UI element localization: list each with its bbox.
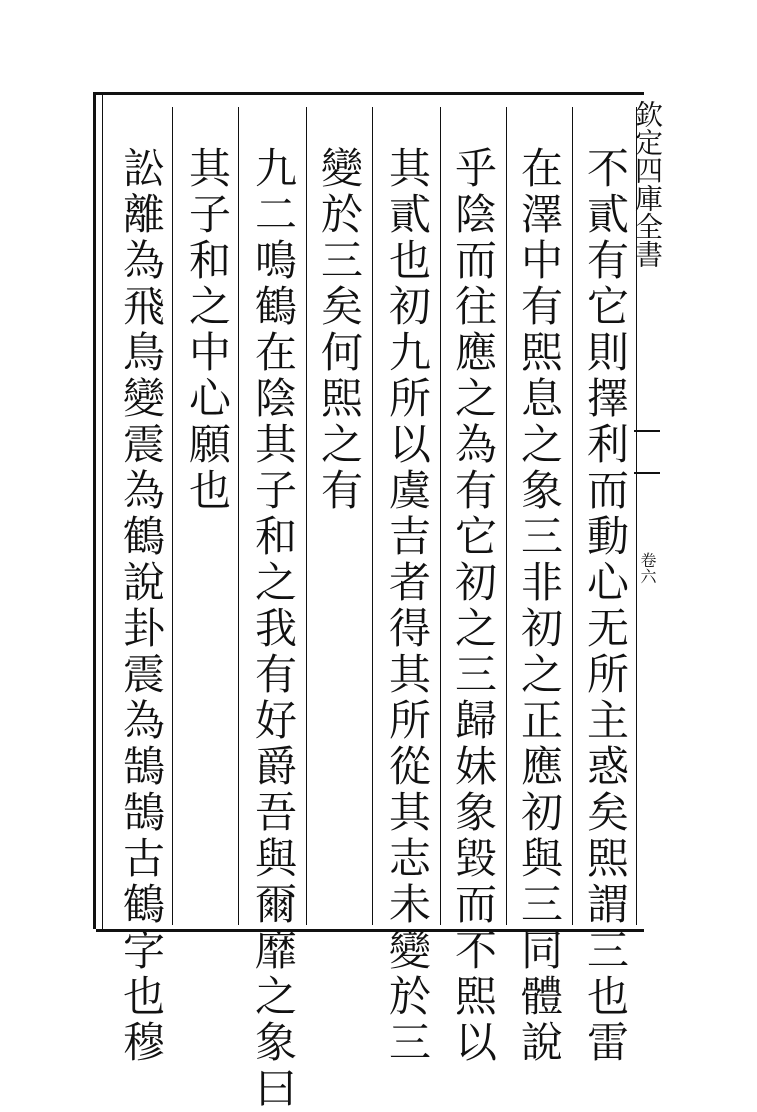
column-divider — [238, 107, 239, 925]
column-divider — [172, 107, 173, 925]
text-column-5: 變於三矣何𤋮之有 — [315, 146, 364, 514]
column-divider — [306, 107, 307, 925]
column-divider — [506, 107, 507, 925]
banner — [632, 100, 662, 930]
text-column-6: 九二鳴鶴在陰其子和之我有好爵吾與爾靡之象曰 — [249, 146, 298, 1112]
column-divider — [372, 107, 373, 925]
text-column-3: 乎陰而往應之為有它初之三歸妹象毀而不𤋮以 — [449, 146, 498, 1066]
juan-number: 卷六 — [638, 552, 657, 584]
fish-tail-mark — [634, 430, 660, 474]
text-column-8: 訟離為飛鳥變震為鶴說卦震為鵠鵠古鶴字也穆 — [117, 146, 166, 1066]
text-column-1: 不貳有它則擇利而動心无所主惑矣𤋮謂三也雷 — [581, 146, 630, 1066]
column-divider — [440, 107, 441, 925]
column-divider — [572, 107, 573, 925]
text-column-2: 在澤中有𤋮息之象三非初之正應初與三同體說 — [515, 146, 564, 1066]
text-column-7: 其子和之中心願也 — [183, 146, 232, 514]
banner-title: 欽定四庫全書 — [631, 100, 664, 268]
text-column-4: 其貳也初九所以虞吉者得其所從其志未變於三 — [383, 146, 432, 1066]
